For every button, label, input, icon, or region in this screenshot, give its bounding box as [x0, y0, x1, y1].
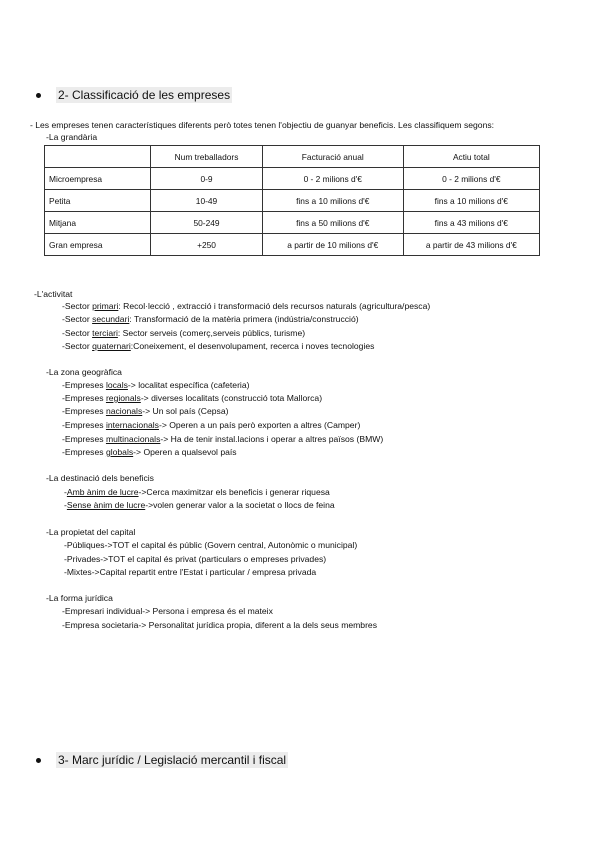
list-item: -Sense ànim de lucre->volen generar valor a la societat o llocs de feina — [64, 500, 335, 510]
table-header-cell: Actiu total — [403, 146, 539, 168]
list-item: -Sector secundari: Transformació de la matèria primera (indústria/construcció) — [62, 314, 359, 324]
table-cell: 50-249 — [151, 212, 263, 234]
section-title: 3- Marc jurídic / Legislació mercantil i fiscal — [58, 753, 287, 767]
intro-text: - Les empreses tenen característiques diferents però totes tenen l'objectiu de guanyar beneficis. Les classifiquem segons: — [30, 120, 495, 130]
table-header-cell — [45, 146, 151, 168]
list-item: -Empreses locals-> localitat específica (cafeteria) — [62, 380, 250, 390]
table-cell: a partir de 43 milions d'€ — [403, 234, 539, 256]
table-cell: Petita — [45, 190, 151, 212]
table-cell: Microempresa — [45, 168, 151, 190]
list-item: -Sector quaternari:Coneixement, el desenvolupament, recerca i noves tecnologies — [62, 341, 375, 351]
list-item: -Mixtes->Capital repartit entre l'Estat i particular / empresa privada — [64, 567, 317, 577]
ownership-label: -La propietat del capital — [46, 527, 136, 537]
table-row — [45, 190, 540, 212]
list-item: -Empreses internacionals-> Operen a un país però exporten a altres (Camper) — [62, 420, 361, 430]
table-row — [45, 168, 540, 190]
table-cell: 0 - 2 milions d'€ — [403, 168, 539, 190]
table-header-cell: Num treballadors — [151, 146, 263, 168]
section-heading-2 — [34, 87, 232, 103]
list-item: -Amb ànim de lucre->Cerca maximitzar els beneficis i generar riquesa — [64, 487, 330, 497]
table-cell: 0 - 2 milions d'€ — [262, 168, 403, 190]
list-item: -Empreses nacionals-> Un sol país (Cepsa) — [62, 406, 229, 416]
list-item: -Empreses multinacionals-> Ha de tenir instal.lacions i operar a altres països (BMW) — [62, 434, 384, 444]
table-cell: fins a 10 milions d'€ — [262, 190, 403, 212]
bullet-icon — [36, 93, 41, 98]
table-cell: fins a 43 milions d'€ — [403, 212, 539, 234]
table-cell: fins a 50 milions d'€ — [262, 212, 403, 234]
geo-label: -La zona geogràfica — [46, 367, 122, 377]
list-item: -Sector terciari: Sector serveis (comerç,serveis públics, turisme) — [62, 328, 306, 338]
table-cell: 10-49 — [151, 190, 263, 212]
list-item: -Empresari individual-> Persona i empresa és el mateix — [62, 606, 273, 616]
list-item: -Empreses globals-> Operen a qualsevol país — [62, 447, 237, 457]
table-cell: Mitjana — [45, 212, 151, 234]
size-table — [44, 145, 540, 256]
table-cell: Gran empresa — [45, 234, 151, 256]
list-item: -Empreses regionals-> diverses localitats (construcció tota Mallorca) — [62, 393, 323, 403]
list-item: -Sector primari: Recol·lecció , extracció i transformació dels recursos naturals (agricultura/pesca) — [62, 301, 431, 311]
bullet-icon — [36, 758, 41, 763]
profit-label: -La destinació dels beneficis — [46, 473, 154, 483]
table-header-row — [45, 146, 540, 168]
section-title: 2- Classificació de les empreses — [58, 88, 231, 102]
table-row — [45, 212, 540, 234]
list-item: -Públiques->TOT el capital és públic (Govern central, Autonòmic o municipal) — [64, 540, 358, 550]
section-heading-3 — [34, 752, 288, 768]
legal-label: -La forma jurídica — [46, 593, 113, 603]
table-cell: 0-9 — [151, 168, 263, 190]
size-label: -La grandària — [46, 132, 98, 142]
table-cell: fins a 10 milions d'€ — [403, 190, 539, 212]
table-cell: a partir de 10 milions d'€ — [262, 234, 403, 256]
list-item: -Privades->TOT el capital és privat (particulars o empreses privades) — [64, 554, 327, 564]
table-row — [45, 234, 540, 256]
activity-label: -L'activitat — [34, 289, 73, 299]
table-cell: +250 — [151, 234, 263, 256]
table-header-cell: Facturació anual — [262, 146, 403, 168]
list-item: -Empresa societaria-> Personalitat jurídica propia, diferent a la dels seus membres — [62, 620, 378, 630]
